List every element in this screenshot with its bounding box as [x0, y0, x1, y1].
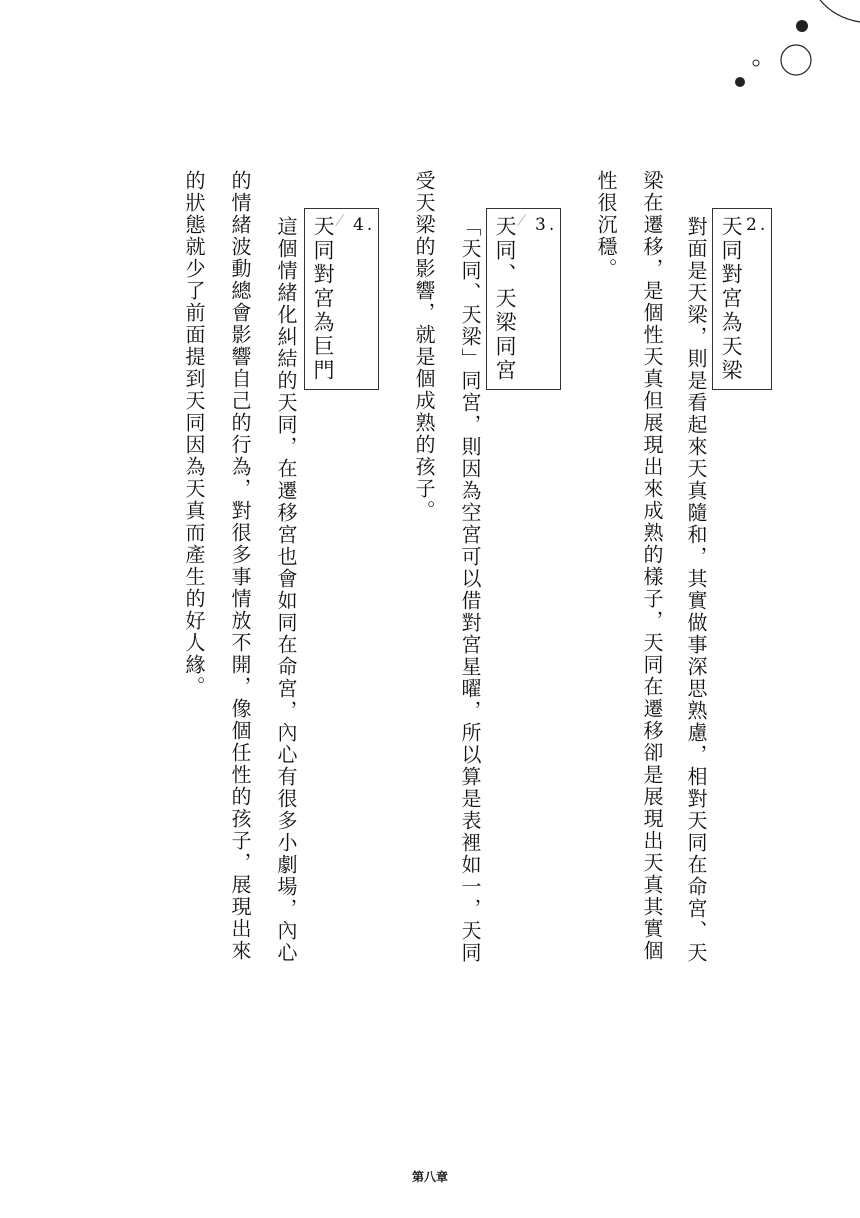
section-title: 天同、天梁同宮	[493, 215, 517, 383]
section-number: 2.	[746, 215, 769, 235]
paragraph-line: 受天梁的影響，就是個成熟的孩子。	[412, 170, 436, 522]
page-footer: 第八章	[411, 1170, 448, 1184]
section-title: 天同對宮為巨門	[311, 215, 335, 383]
paragraph-line: 性很沉穩。	[594, 170, 618, 280]
paragraph-line: 的情緒波動總會影響自己的行為，對很多事情放不開，像個任性的孩子，展現出來	[228, 170, 252, 962]
paragraph-line: 的狀態就少了前面提到天同因為天真而產生的好人緣。	[182, 170, 206, 698]
section-heading-4	[304, 208, 379, 390]
section-number: 4.	[353, 215, 376, 235]
section-number: 3.	[535, 215, 558, 235]
section-heading-2	[712, 208, 772, 390]
paragraph-line: 梁在遷移，是個性天真但展現出來成熟的樣子，天同在遷移卻是展現出天真其實個	[640, 170, 664, 962]
section-title: 天同對宮為天梁	[719, 215, 743, 383]
section-heading-3	[486, 208, 561, 390]
decorative-circles-icon	[700, 0, 860, 110]
paragraph-line: 這個情緒化糾結的天同，在遷移宮也會如同在命宮，內心有很多小劇場，內心	[274, 216, 298, 964]
paragraph-line: 對面是天梁，則是看起來天真隨和，其實做事深思熟慮，相對天同在命宮、天	[684, 216, 708, 964]
paragraph-line: 「天同、天梁」同宮，則因為空宮可以借對宮星曜，所以算是表裡如一，天同	[458, 216, 482, 964]
